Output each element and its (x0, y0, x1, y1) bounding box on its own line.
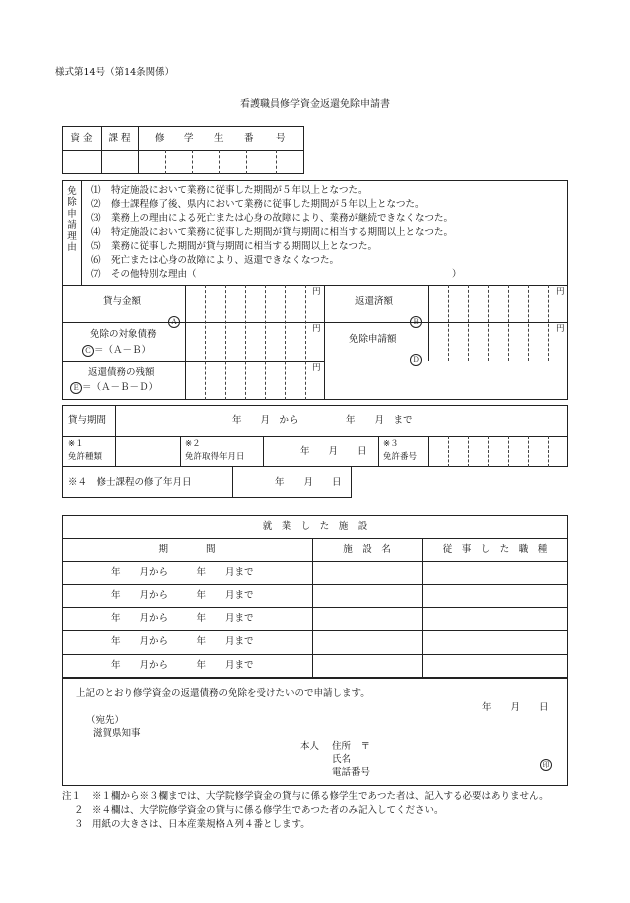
page-title: 看護職員修学資金返還免除申請書 (240, 99, 390, 110)
license-number-field[interactable] (429, 437, 567, 466)
reason-text: 業務に従事した期間が貸与期間に相当する期間以上となつた。 (111, 241, 378, 252)
yen-unit: 円 (312, 324, 321, 334)
katei-label: 課 程 (108, 133, 131, 144)
other-reason-field[interactable] (200, 268, 450, 281)
reason-text: 業務上の理由による死亡または心身の故障により、業務が継続できなくなつた。 (111, 213, 454, 224)
reason-text: 特定施設において業務に従事した期間が貸与期間に相当する期間以上となつた。 (111, 227, 454, 238)
loan-period-label: 貸与期間 (68, 415, 107, 426)
person-label: 本人 (300, 741, 320, 752)
student-number-label-char: 番 (244, 133, 254, 144)
seal-mark: 印 (540, 752, 552, 771)
reason-no: ⑺ (91, 269, 101, 280)
col-period: 期 間 (158, 544, 216, 555)
exempt-request-field[interactable] (429, 323, 567, 360)
addressee-label: （宛先） (86, 715, 125, 726)
loan-amount-field[interactable] (186, 286, 323, 321)
employment-row-period[interactable]: 年 月から 年 月まで (111, 567, 254, 578)
yen-unit: 円 (312, 363, 321, 373)
employment-row-period[interactable]: 年 月から 年 月まで (111, 590, 254, 601)
yen-unit: 円 (556, 324, 565, 334)
exempt-target-label: 免除の対象債務 (90, 329, 157, 340)
name-field[interactable] (360, 752, 530, 765)
yen-unit: 円 (556, 287, 565, 297)
col-facility: 施 設 名 (343, 544, 391, 555)
reason-no: ⑹ (91, 255, 101, 266)
col-job: 従 事 し た 職 種 (442, 544, 548, 555)
student-number-label-char: 学 (184, 133, 194, 144)
note-text: ※１欄から※３欄までは、大学院修学資金の貸与に係る修学生であつた者は、記入する必要はありません。 (92, 791, 549, 802)
form-number: 様式第14号（第14条関係） (55, 67, 175, 78)
student-number-field[interactable] (139, 151, 303, 173)
application-date[interactable]: 年 月 日 (482, 702, 549, 713)
declaration-statement: 上記のとおり修学資金の返還債務の免除を受けたいので申請します。 (76, 688, 370, 699)
mark-a: Ａ (168, 309, 180, 328)
phone-label: 電話番号 (332, 767, 371, 778)
repaid-amount-field[interactable] (429, 286, 567, 321)
addressee: 滋賀県知事 (93, 728, 141, 739)
note-number: ３ (74, 819, 84, 830)
reason-no: ⑷ (91, 227, 101, 238)
yen-unit: 円 (312, 287, 321, 297)
license-number-label: 免許番号 (383, 452, 418, 462)
reason-no: ⑸ (91, 241, 101, 252)
exempt-request-label: 免除申請額 (349, 334, 397, 345)
student-number-label-char: 生 (214, 133, 224, 144)
license-date-label: 免許取得年月日 (185, 452, 245, 462)
exempt-target-field[interactable] (186, 323, 323, 360)
license-date-value[interactable]: 年 月 日 (300, 446, 367, 457)
shikin-field[interactable] (63, 151, 100, 173)
student-number-label-char: 修 (155, 133, 165, 144)
mark-b: Ｂ (410, 309, 422, 328)
reason-no: ⑵ (91, 199, 101, 210)
reason-text: 特定施設において業務に従事した期間が５年以上となつた。 (111, 185, 368, 196)
address-label: 住所 〒 (332, 741, 371, 752)
loan-amount-label: 貸与金額 (103, 296, 142, 307)
reason-text: 死亡または心身の故障により、返還できなくなつた。 (111, 255, 340, 266)
mark-d: Ｄ (410, 347, 422, 366)
repaid-label: 返還済額 (355, 296, 394, 307)
katei-field[interactable] (102, 151, 137, 173)
employment-row-period[interactable]: 年 月から 年 月まで (111, 613, 254, 624)
license-type-label: 免許種類 (68, 452, 103, 462)
address-field[interactable] (380, 739, 560, 752)
masters-completion-value[interactable]: 年 月 日 (275, 477, 342, 488)
license-type-field[interactable] (116, 437, 179, 466)
reason-text: その他特別な理由（ (111, 269, 197, 280)
employment-row-period[interactable]: 年 月から 年 月まで (111, 660, 254, 671)
employment-title: 就 業 し た 施 設 (262, 521, 368, 532)
note-number: ２ (74, 805, 84, 816)
phone-field[interactable] (380, 765, 560, 778)
loan-period-value[interactable]: 年 月 から 年 月 まで (232, 415, 413, 426)
reason-no: ⑶ (91, 213, 101, 224)
masters-completion-label: ※４ 修士課程の修了年月日 (68, 477, 192, 488)
remaining-field[interactable] (186, 362, 323, 399)
note-text: ※４欄は、大学院修学資金の貸与に係る修学生であつた者のみ記入してください。 (92, 805, 444, 816)
reason-no: ⑴ (91, 185, 101, 196)
license-date-mark: ※２ (185, 439, 201, 449)
name-label: 氏名 (332, 754, 352, 765)
exempt-target-formula: Ｃ ＝（Ａ－Ｂ） (82, 345, 151, 357)
shikin-label: 資 金 (70, 133, 93, 144)
note-number: 注１ (62, 791, 82, 802)
reason-close-paren: ） (452, 269, 462, 280)
student-number-label-char: 号 (276, 133, 286, 144)
employment-row-period[interactable]: 年 月から 年 月まで (111, 636, 254, 647)
license-number-mark: ※３ (383, 439, 399, 449)
reasons-label: 免除申請理由 (67, 186, 77, 254)
license-type-mark: ※１ (68, 439, 84, 449)
remaining-formula: Ｅ ＝（Ａ－Ｂ－Ｄ） (70, 382, 158, 394)
reason-text: 修士課程修了後、県内において業務に従事した期間が５年以上となつた。 (111, 199, 425, 210)
remaining-label: 返還債務の残額 (88, 367, 155, 378)
note-text: 用紙の大きさは、日本産業規格Ａ列４番とします。 (92, 819, 310, 830)
